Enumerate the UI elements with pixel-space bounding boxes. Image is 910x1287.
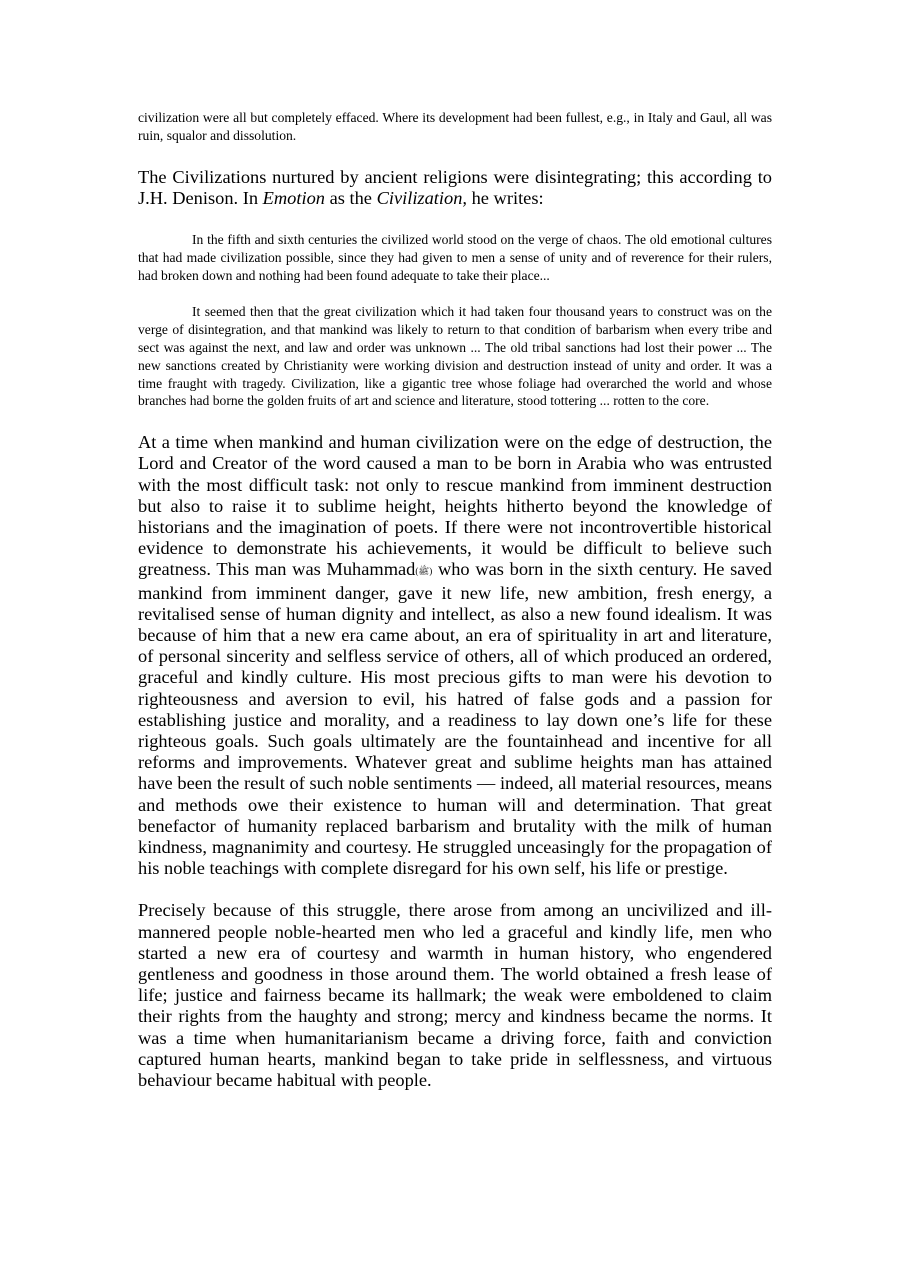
block-quote-1: In the fifth and sixth centuries the civilized world stood on the verge of chaos. The old emotional cultures that had made civilization possible, since they had given to men a sense of unity and of reverence for their rulers, had broken down and nothing had been found adequate to take their place...	[138, 232, 772, 283]
book-title-part-2: Civilization,	[376, 187, 467, 208]
book-title-part-1: Emotion	[262, 187, 325, 208]
honorific-symbol: (ﷺ)	[415, 566, 433, 577]
intro-text-after: he writes:	[467, 187, 544, 208]
paragraph-muhammad	[138, 432, 772, 879]
paragraph-denison-intro	[138, 167, 772, 209]
intro-text-before: The Civilizations nurtured by ancient religions were disintegrating; this according to J.H. Denison. In	[138, 166, 772, 208]
paragraph-text-before: At a time when mankind and human civilization were on the edge of destruction, the Lord and Creator of the word caused a man to be born in Arabia who was entrusted with the most difficult task: not only to rescue mankind from imminent destruction but also to raise it to sublime height, heights hitherto beyond the knowledge of historians and the imagination of poets. If there were not incontrovertible historical evidence to demonstrate his achievements, it would be difficult to believe such greatness. This man was Muhammad	[138, 432, 772, 580]
paragraph-struggle: Precisely because of this struggle, there arose from among an uncivilized and ill-mannered people noble-hearted men who led a graceful and kindly life, men who started a new era of courtesy and warmth in human history, who engendered gentleness and goodness in those around them. The world obtained a fresh lease of life; justice and fairness became its hallmark; the weak were emboldened to claim their rights from the haughty and strong; mercy and kindness became the norms. It was a time when humanitarianism became a driving force, faith and conviction captured human hearts, mankind began to take pride in selflessness, and virtuous behaviour became habitual with people.	[138, 900, 772, 1091]
block-quote-2: It seemed then that the great civilization which it had taken four thousand years to construct was on the verge of disintegration, and that mankind was likely to return to that condition of barbarism when every tribe and sect was against the next, and law and order was unknown ... The old tribal sanctions had lost their power ... The new sanctions created by Christianity were working division and destruction instead of unity and order. It was a time fraught with tragedy. Civilization, like a gigantic tree whose foliage had overarched the world and whose branches had borne the golden fruits of art and science and literature, stood tottering ... rotten to the core.	[138, 304, 772, 409]
paragraph-text-after: who was born in the sixth century. He saved mankind from imminent danger, gave it new life, new ambition, fresh energy, a revitalised sense of human dignity and intellect, as also a new found idealism. It was because of him that a new era came about, an era of spirituality in art and literature, of personal sincerity and selfless service of others, all of which produced an ordered, graceful and kindly culture. His most precious gifts to man were his devotion to righteousness and aversion to evil, his hatred of false gods and a passion for establishing justice and morality, and a readiness to lay down one’s life for these righteous goals. Such goals ultimately are the fountainhead and incentive for all reforms and improvements. Whatever great and sublime heights man has attained have been the result of such noble sentiments — indeed, all material resources, means and methods owe their existence to human will and determination. That great benefactor of humanity replaced barbarism and brutality with the milk of human kindness, magnanimity and courtesy. He struggled unceasingly for the propagation of his noble teachings with complete disregard for his own self, his life or prestige.	[138, 559, 772, 879]
document-page	[138, 109, 772, 1091]
intro-text-middle: as the	[324, 187, 377, 208]
paragraph-continuation: civilization were all but completely effaced. Where its development had been fullest, e.g., in Italy and Gaul, all was ruin, squalor and dissolution.	[138, 110, 772, 143]
